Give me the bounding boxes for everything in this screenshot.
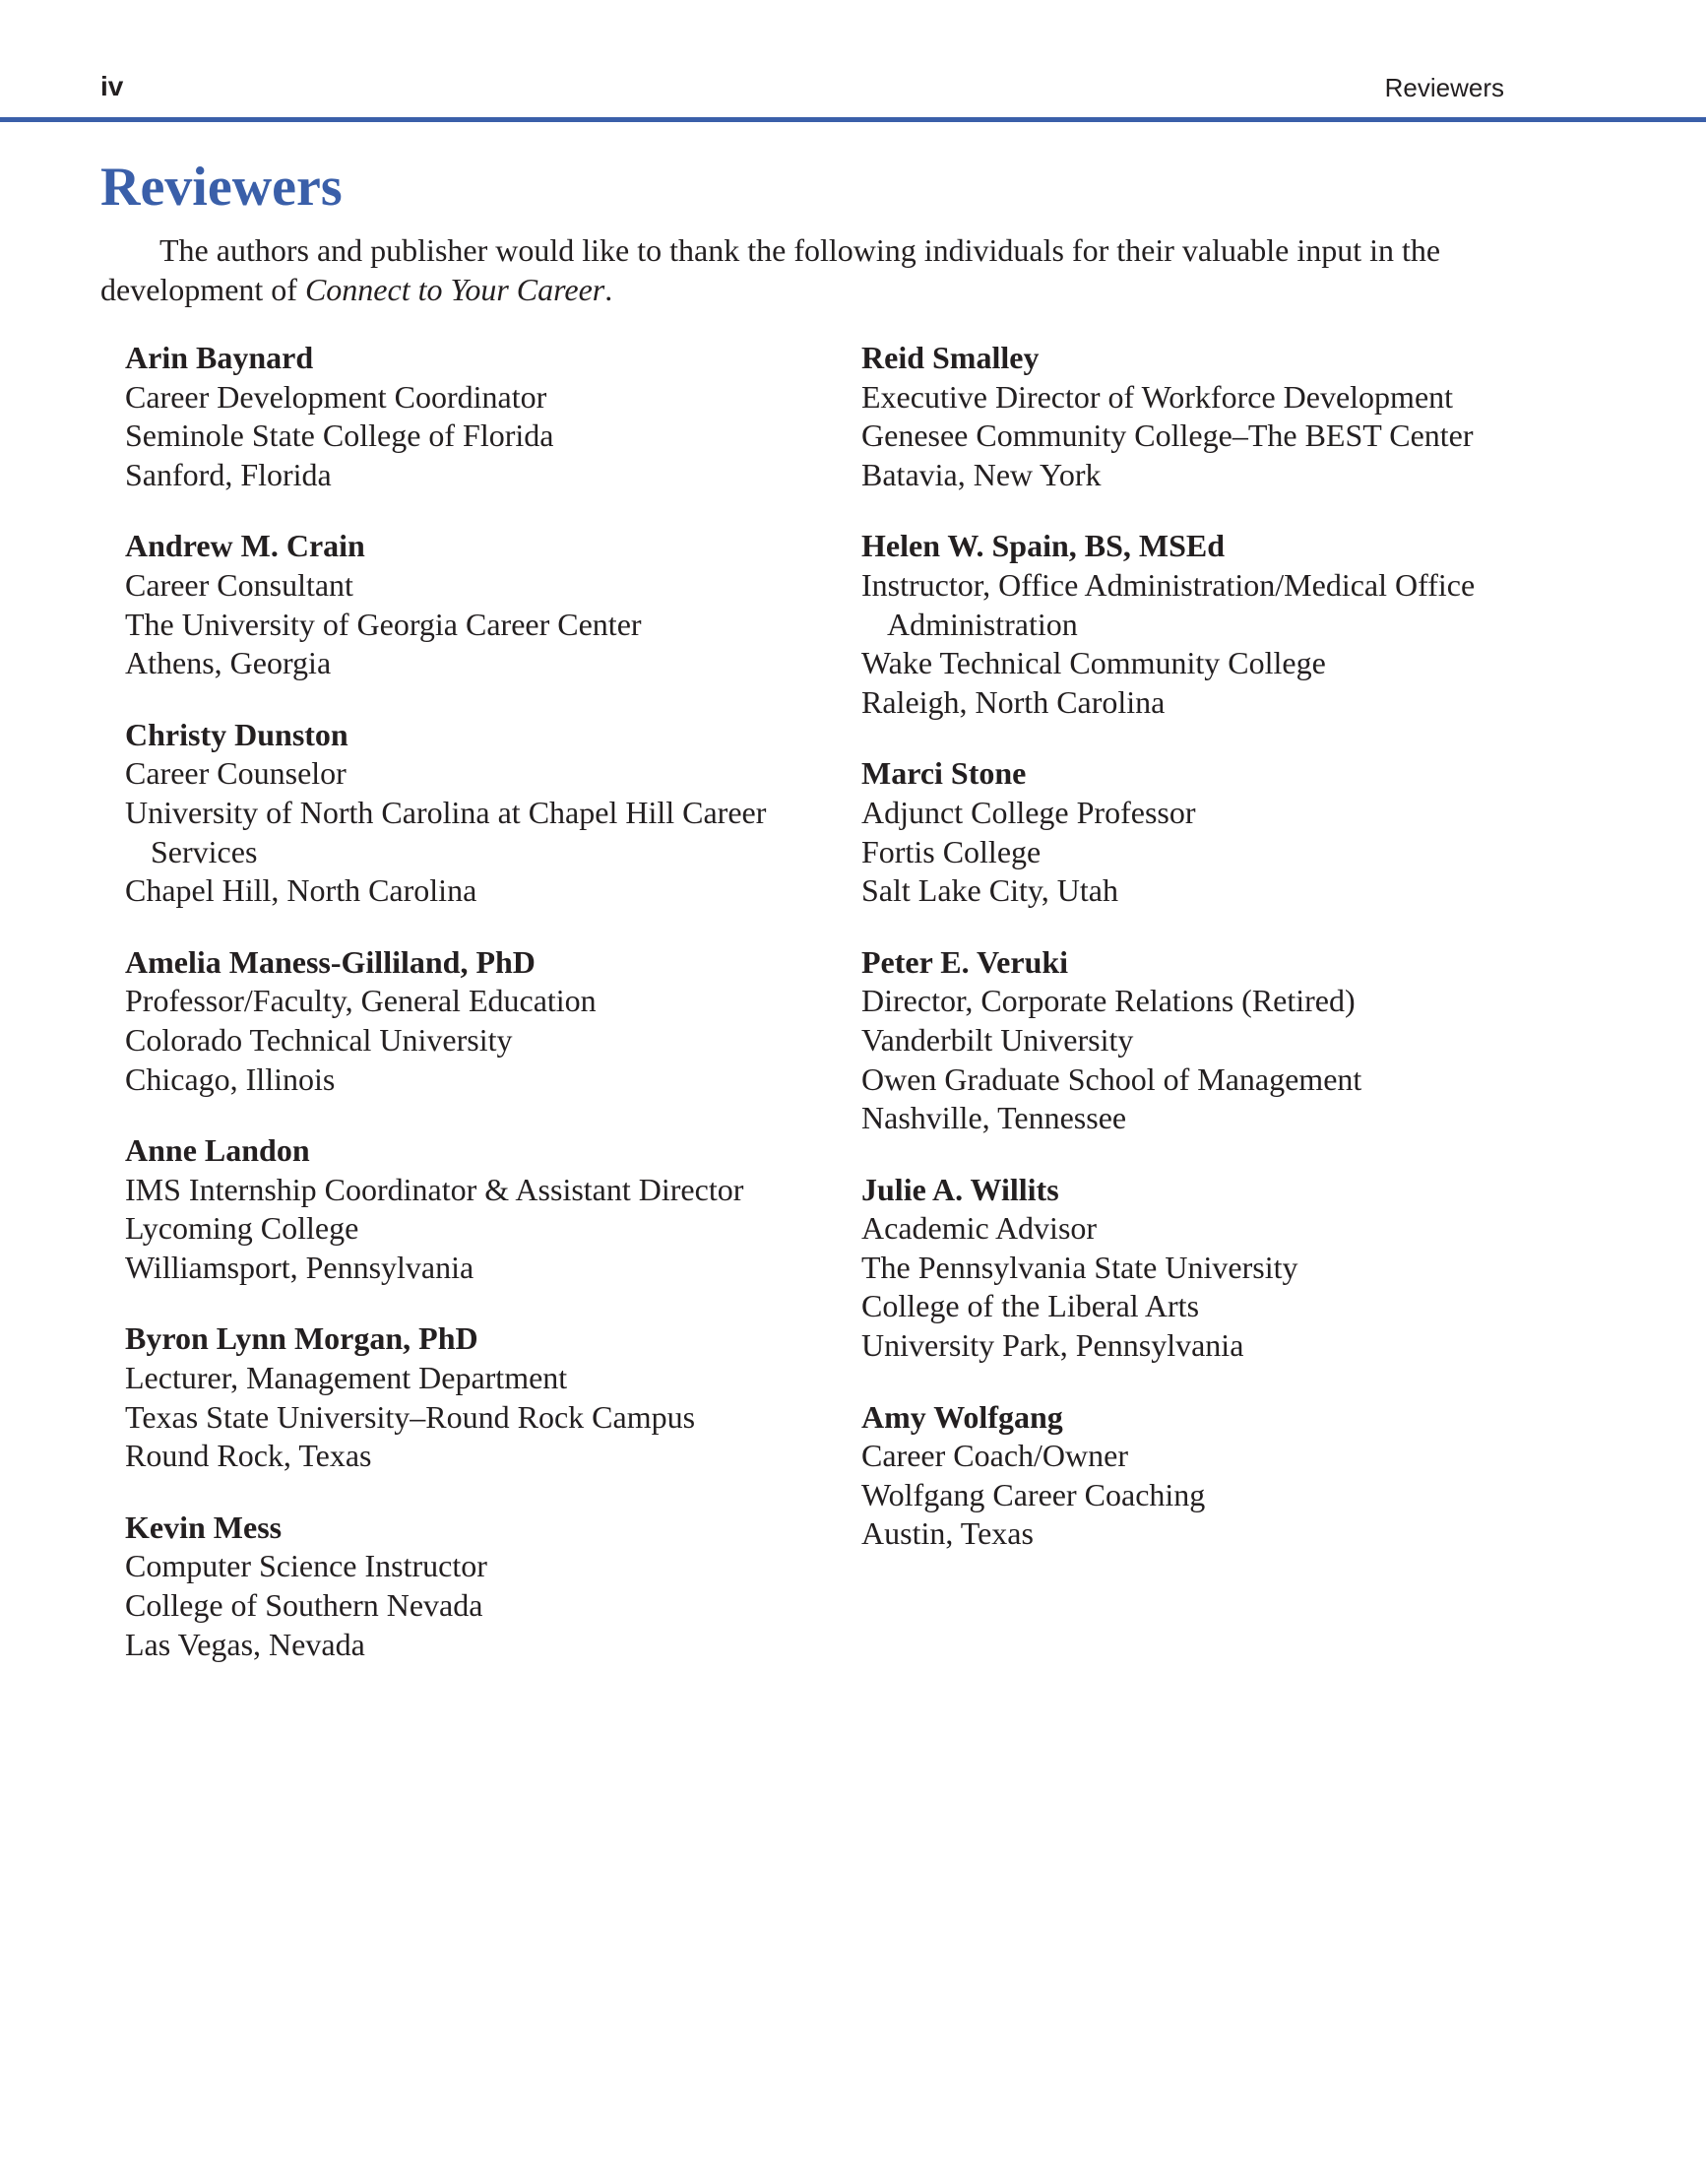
reviewer-entry [861,1398,1570,1554]
reviewer-detail-line: Texas State University–Round Rock Campus [125,1398,696,1435]
reviewer-detail-line: Career Counselor [125,755,347,792]
intro-end: . [604,272,613,307]
reviewer-entry [861,527,1570,722]
reviewer-detail-line: Wake Technical Community College [861,645,1326,681]
reviewer-detail-line: University Park, Pennsylvania [861,1327,1244,1364]
reviewer-entry [125,1509,834,1664]
reviewer-name: Kevin Mess [125,1509,283,1545]
reviewers-column-left [125,339,834,1697]
reviewer-entry [861,943,1570,1138]
reviewer-detail-line: Athens, Georgia [125,645,332,681]
reviewer-name: Marci Stone [861,755,1027,792]
reviewer-entry [861,1171,1570,1366]
reviewer-detail-line: Vanderbilt University [861,1021,1134,1058]
reviewer-name: Andrew M. Crain [125,528,365,564]
reviewer-detail-line: Fortis College [861,833,1042,869]
reviewer-detail-line: Professor/Faculty, General Education [125,983,597,1019]
reviewer-detail-line: Chicago, Illinois [125,1060,336,1097]
page-title: Reviewers [100,157,343,218]
reviewer-detail-line: Executive Director of Workforce Development [861,378,1454,415]
reviewer-detail-line: Batavia, New York [861,456,1102,492]
reviewer-detail-line: College of Southern Nevada [125,1587,483,1624]
reviewer-detail-line: Adjunct College Professor [861,794,1196,830]
intro-text: The authors and publisher would like to thank the following individuals for their valuable input in the development of [100,232,1441,307]
reviewer-detail-line: Genesee Community College–The BEST Center [861,418,1474,454]
reviewer-entry [125,1319,834,1475]
reviewer-name: Peter E. Veruki [861,943,1069,980]
reviewer-detail-line: Lecturer, Management Department [125,1360,568,1396]
reviewer-detail-line: Raleigh, North Carolina [861,683,1166,720]
reviewer-detail-line: Wolfgang Career Coaching [861,1476,1206,1512]
reviewer-name: Byron Lynn Morgan, PhD [125,1320,478,1357]
reviewer-entry [125,716,834,911]
reviewer-detail-line: Seminole State College of Florida [125,418,554,454]
intro-paragraph [100,230,1518,309]
reviewer-detail-line: Computer Science Instructor [125,1548,487,1584]
book-title: Connect to Your Career [304,272,605,307]
reviewer-detail-line: IMS Internship Coordinator & Assistant Director [125,1171,744,1207]
reviewer-detail-line: Austin, Texas [861,1515,1034,1552]
reviewer-detail-line: Instructor, Office Administration/Medical Office Administration [861,566,1476,642]
reviewer-detail-line: Williamsport, Pennsylvania [125,1249,474,1285]
reviewer-detail-line: Director, Corporate Relations (Retired) [861,983,1356,1019]
reviewer-name: Helen W. Spain, BS, MSEd [861,528,1226,564]
reviewer-entry [125,1131,834,1287]
reviewer-name: Julie A. Willits [861,1171,1059,1207]
reviewer-detail-line: Owen Graduate School of Management [861,1060,1362,1097]
reviewer-entry [861,754,1570,910]
reviewer-name: Christy Dunston [125,716,348,752]
reviewer-detail-line: Chapel Hill, North Carolina [125,872,477,909]
reviewer-detail-line: The Pennsylvania State University [861,1249,1298,1285]
reviewer-detail-line: Career Coach/Owner [861,1438,1128,1474]
reviewer-detail-line: Sanford, Florida [125,456,332,492]
reviewer-detail-line: Career Consultant [125,566,353,603]
reviewer-detail-line: Academic Advisor [861,1210,1098,1247]
running-head: Reviewers [1384,73,1504,102]
reviewer-detail-line: Salt Lake City, Utah [861,872,1118,909]
reviewer-detail-line: The University of Georgia Career Center [125,606,642,642]
page-number: iv [100,71,124,101]
reviewer-detail-line: Colorado Technical University [125,1021,513,1058]
reviewer-name: Anne Landon [125,1132,310,1169]
reviewer-detail-line: Nashville, Tennessee [861,1100,1127,1136]
reviewer-entry [861,339,1570,494]
reviewer-detail-line: Round Rock, Texas [125,1438,372,1474]
reviewer-name: Amy Wolfgang [861,1398,1063,1435]
reviewer-entry [125,339,834,494]
reviewer-detail-line: University of North Carolina at Chapel Hill Career Services [125,794,767,869]
reviewers-column-right [861,339,1570,1586]
reviewer-detail-line: Lycoming College [125,1210,359,1247]
reviewer-entry [125,527,834,682]
reviewer-detail-line: College of the Liberal Arts [861,1288,1200,1324]
reviewer-detail-line: Career Development Coordinator [125,378,547,415]
reviewer-name: Arin Baynard [125,340,314,375]
reviewer-entry [125,943,834,1099]
reviewer-detail-line: Las Vegas, Nevada [125,1626,365,1662]
header-rule [0,117,1706,122]
reviewer-name: Reid Smalley [861,340,1040,375]
reviewer-name: Amelia Maness-Gilliland, PhD [125,943,536,980]
